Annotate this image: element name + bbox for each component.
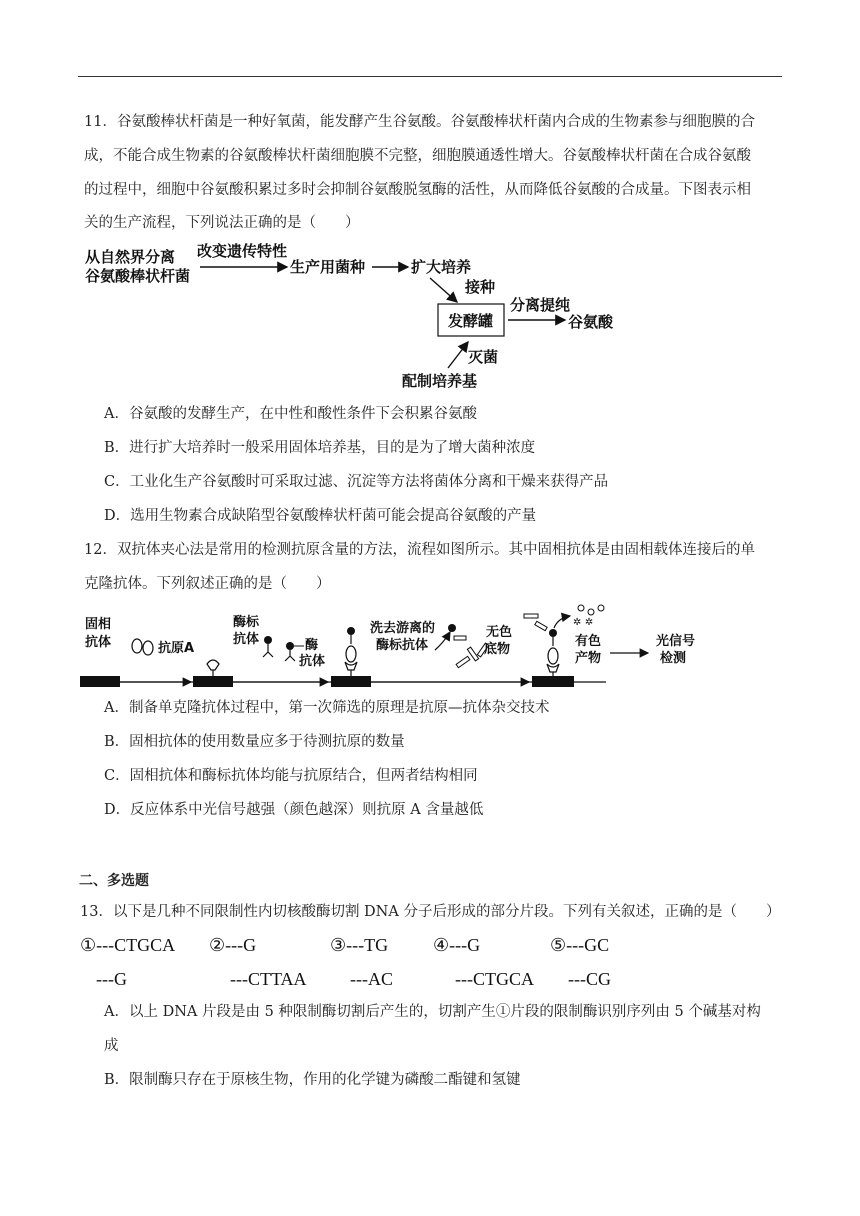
q13-option-a-line2: 成 [104,1038,119,1054]
step-inoculate-label: 接种 [465,278,496,296]
detect-label-2: 检测 [660,651,687,666]
fragment-3-bottom: ---AC [350,969,393,989]
fragment-3-top: ③---TG [330,935,389,955]
q12-line-1: 12．双抗体夹心法是常用的检测抗原含量的方法，流程如图所示。其中固相抗体是由固相载体连接后的单 [84,542,755,558]
fragment-4-top: ④---G [433,935,481,955]
fragment-4-bottom: ---CTGCA [455,969,534,989]
q13-stem: 13．以下是几种不同限制性内切核酸酶切割 DNA 分子后形成的部分片段。下列有关叙述，正确的是（ ） [80,904,781,920]
fragment-1-top: ①---CTGCA [80,935,176,955]
substrate-icon [454,636,466,640]
q11-option-b: B．进行扩大培养时一般采用固体培养基，目的是为了增大菌种浓度 [104,440,536,456]
q12-option-d: D．反应体系中光信号越强（颜色越深）则抗原 A 含量越低 [104,802,484,818]
q11-line-1: 11．谷氨酸棒状杆菌是一种好氧菌，能发酵产生谷氨酸。谷氨酸棒状杆菌内合成的生物素参与细胞膜的合 [84,114,755,130]
svg-text:✲ ✲: ✲ ✲ [573,617,594,628]
colorless-label-1: 无色 [486,625,513,640]
node-production-strain: 生产用菌种 [290,258,366,276]
solid-phase-1 [80,676,120,687]
node-expand-culture: 扩大培养 [411,258,472,276]
fragment-5-top: ⑤---GC [550,935,610,955]
q12-option-b: B．固相抗体的使用数量应多于待测抗原的数量 [104,734,405,750]
fragment-2-top: ②---G [209,935,257,955]
colored-label-1: 有色 [575,634,602,649]
q11-option-d: D．选用生物素合成缺陷型谷氨酸棒状杆菌可能会提高谷氨酸的产量 [104,508,537,524]
q13-option-a-line1: A．以上 DNA 片段是由 5 种限制酶切割后产生的，切割产生①片段的限制酶识别序列由 5 个碱基对构 [104,1004,761,1020]
solid-phase-4 [532,676,574,687]
enzyme-dot-icon [264,636,272,644]
antigen-icon [132,639,142,653]
fermenter-label: 发酵罐 [448,312,494,330]
antibody-on-plate-icon [207,660,219,670]
arrow-inoculate [430,278,457,302]
wash-label-1: 洗去游离的 [370,621,436,636]
wash-label-2: 酶标抗体 [376,638,429,653]
q11-line-4: 关的生产流程，下列说法正确的是（ ） [84,215,360,231]
solid-antibody-label-2: 抗体 [85,635,112,650]
sandwich-complex-icon [346,646,356,662]
step-purify-label: 分离提纯 [510,296,571,314]
q11-flow-diagram [80,240,660,395]
arrow-sterilize [448,342,468,368]
q12-option-c: C．固相抗体和酶标抗体均能与抗原结合，但两者结构相同 [104,768,478,784]
fragment-5-bottom: ---CG [568,969,611,989]
header-rule [78,76,782,77]
solid-phase-2 [193,676,233,687]
section-title: 二、多选题 [79,873,149,889]
detect-label-1: 光信号 [656,634,696,649]
source-label-2: 谷氨酸棒状杆菌 [85,267,191,285]
enzyme-label: 酶 [305,638,319,653]
q13-option-b: B．限制酶只存在于原核生物，作用的化学键为磷酸二酯键和氢键 [104,1072,521,1088]
antibody-label: 抗体 [299,654,326,669]
step-mutate-label: 改变遗传特性 [197,242,288,260]
antigen-label: 抗原A [158,641,195,656]
source-label-1: 从自然界分离 [85,248,176,266]
product-star-icon [578,605,584,611]
q12-option-a: A．制备单克隆抗体过程中，第一次筛选的原理是抗原—抗体杂交技术 [104,700,550,716]
q11-line-3: 的过程中，细胞中谷氨酸积累过多时会抑制谷氨酸脱氢酶的活性，从而降低谷氨酸的合成量。下图表示相 [84,182,751,198]
enzyme-antibody-label-2: 抗体 [233,632,260,647]
product-label: 谷氨酸 [568,313,614,331]
enzyme-antibody-label-1: 酶标 [233,615,260,630]
solid-phase-3 [331,676,371,687]
q11-line-2: 成，不能合成生物素的谷氨酸棒状杆菌细胞膜不完整，细胞膜通透性增大。谷氨酸棒状杆菌在合成谷氨酸 [84,148,751,164]
colored-label-2: 产物 [575,651,602,666]
medium-label: 配制培养基 [402,372,478,390]
q12-line-2: 克隆抗体。下列叙述正确的是（ ） [84,576,331,592]
fragment-2-bottom: ---CTTAA [230,969,307,989]
fragment-1-bottom: ---G [96,969,127,989]
q11-option-c: C．工业化生产谷氨酸时可采取过滤、沉淀等方法将菌体分离和干燥来获得产品 [104,474,609,490]
solid-antibody-label-1: 固相 [85,617,112,632]
q12-sandwich-diagram [78,600,718,692]
colorless-label-2: 底物 [484,642,511,657]
q11-option-a: A．谷氨酸的发酵生产，在中性和酸性条件下会积累谷氨酸 [104,406,477,422]
step-sterilize-label: 灭菌 [468,348,499,366]
